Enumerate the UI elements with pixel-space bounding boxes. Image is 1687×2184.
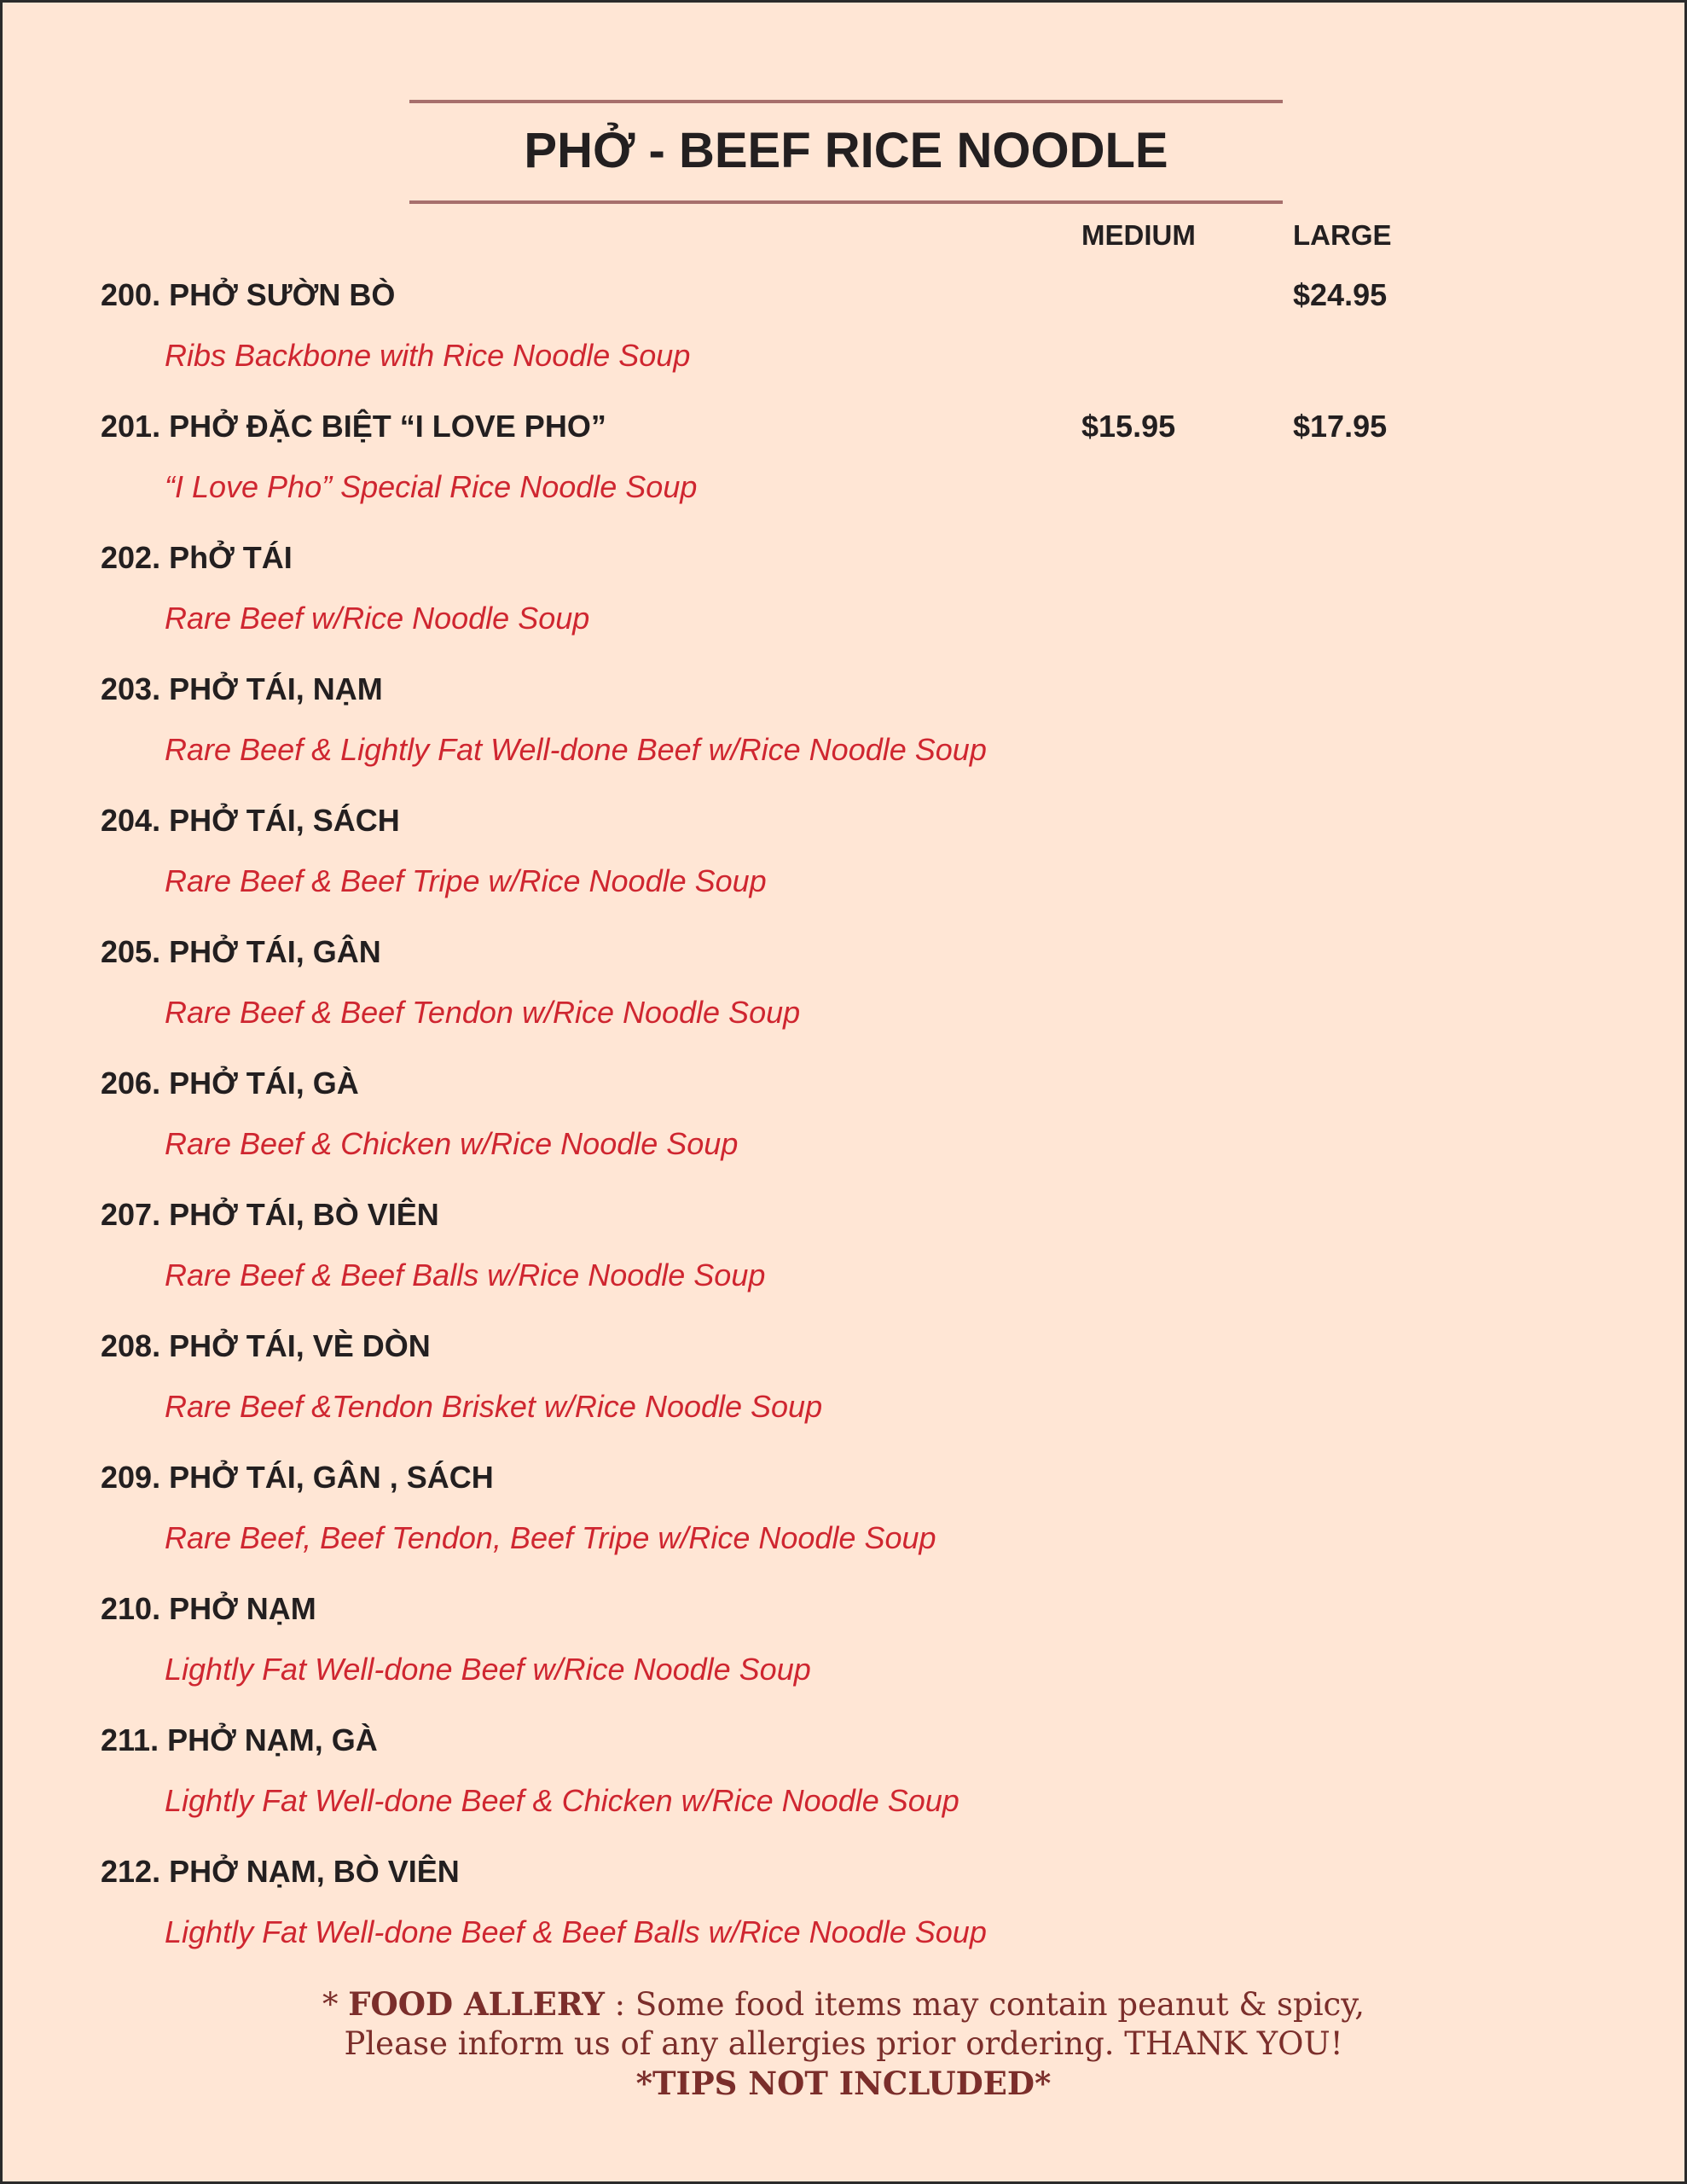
item-description: Rare Beef, Beef Tendon, Beef Tripe w/Rice Noodle Soup xyxy=(165,1520,936,1555)
item-description: Rare Beef & Lightly Fat Well-done Beef w/Rice Noodle Soup xyxy=(165,732,987,767)
menu-item xyxy=(3,1456,1684,1588)
allergy-label: FOOD ALLERY xyxy=(348,1985,605,2023)
item-name: 207. PHỞ TÁI, BÒ VIÊN xyxy=(101,1197,439,1232)
menu-item xyxy=(3,1325,1684,1456)
price-large: $24.95 xyxy=(1293,277,1388,312)
column-header-medium: MEDIUM xyxy=(1081,219,1196,251)
menu-item xyxy=(3,1588,1684,1719)
price-medium: $15.95 xyxy=(1081,409,1176,444)
item-description: Rare Beef & Chicken w/Rice Noodle Soup xyxy=(165,1126,739,1161)
title-block xyxy=(409,100,1283,204)
menu-item xyxy=(3,405,1684,537)
title-rule-bottom xyxy=(409,200,1283,204)
allergy-text: : Some food items may contain peanut & spicy, xyxy=(604,1986,1365,2023)
item-description: Lightly Fat Well-done Beef & Chicken w/Rice Noodle Soup xyxy=(165,1783,959,1818)
item-name: 201. PHỞ ĐẶC BIỆT “I LOVE PHO” xyxy=(101,409,606,444)
item-name: 203. PHỞ TÁI, NẠM xyxy=(101,671,383,706)
item-name: 211. PHỞ NẠM, GÀ xyxy=(101,1722,378,1757)
menu-item xyxy=(3,1194,1684,1325)
menu-item xyxy=(3,1850,1684,1982)
menu-item xyxy=(3,668,1684,799)
column-header-large: LARGE xyxy=(1293,219,1392,251)
item-name: 200. PHỞ SƯỜN BÒ xyxy=(101,277,396,312)
menu-item xyxy=(3,799,1684,931)
item-description: Lightly Fat Well-done Beef w/Rice Noodle Soup xyxy=(165,1652,811,1687)
item-description: Rare Beef &Tendon Brisket w/Rice Noodle Soup xyxy=(165,1389,823,1424)
price-large: $17.95 xyxy=(1293,409,1388,444)
item-name: 202. PhỞ TÁI xyxy=(101,540,293,575)
menu-item xyxy=(3,931,1684,1062)
item-name: 212. PHỞ NẠM, BÒ VIÊN xyxy=(101,1854,460,1889)
page-title: PHỞ - BEEF RICE NOODLE xyxy=(524,123,1168,178)
item-description: Rare Beef & Beef Tendon w/Rice Noodle Soup xyxy=(165,995,801,1030)
menu-item xyxy=(3,1719,1684,1850)
item-description: Rare Beef & Beef Balls w/Rice Noodle Soup xyxy=(165,1258,766,1292)
menu-item xyxy=(3,1062,1684,1194)
allergy-line-1 xyxy=(3,1984,1684,2024)
item-name: 204. PHỞ TÁI, SÁCH xyxy=(101,803,400,838)
tips-text: *TIPS NOT INCLUDED* xyxy=(635,2065,1052,2102)
item-description: “I Love Pho” Special Rice Noodle Soup xyxy=(165,469,698,504)
menu-item xyxy=(3,274,1684,405)
menu-item xyxy=(3,537,1684,668)
item-description: Rare Beef w/Rice Noodle Soup xyxy=(165,601,590,636)
allergy-line-2: Please inform us of any allergies prior ordering. THANK YOU! xyxy=(344,2025,1343,2062)
menu-item-list xyxy=(3,274,1684,1982)
item-description: Ribs Backbone with Rice Noodle Soup xyxy=(165,338,691,373)
tips-note xyxy=(3,2064,1684,2104)
item-name: 209. PHỞ TÁI, GÂN , SÁCH xyxy=(101,1460,494,1495)
item-description: Rare Beef & Beef Tripe w/Rice Noodle Soup xyxy=(165,863,767,898)
item-name: 208. PHỞ TÁI, VÈ DÒN xyxy=(101,1328,431,1363)
item-name: 210. PHỞ NẠM xyxy=(101,1591,316,1626)
allergy-footer xyxy=(3,1984,1684,2104)
title-rule-top xyxy=(409,100,1283,103)
allergy-star: * xyxy=(322,1986,349,2023)
item-name: 205. PHỞ TÁI, GÂN xyxy=(101,934,381,969)
item-name: 206. PHỞ TÁI, GÀ xyxy=(101,1066,359,1101)
item-description: Lightly Fat Well-done Beef & Beef Balls w/Rice Noodle Soup xyxy=(165,1914,987,1949)
